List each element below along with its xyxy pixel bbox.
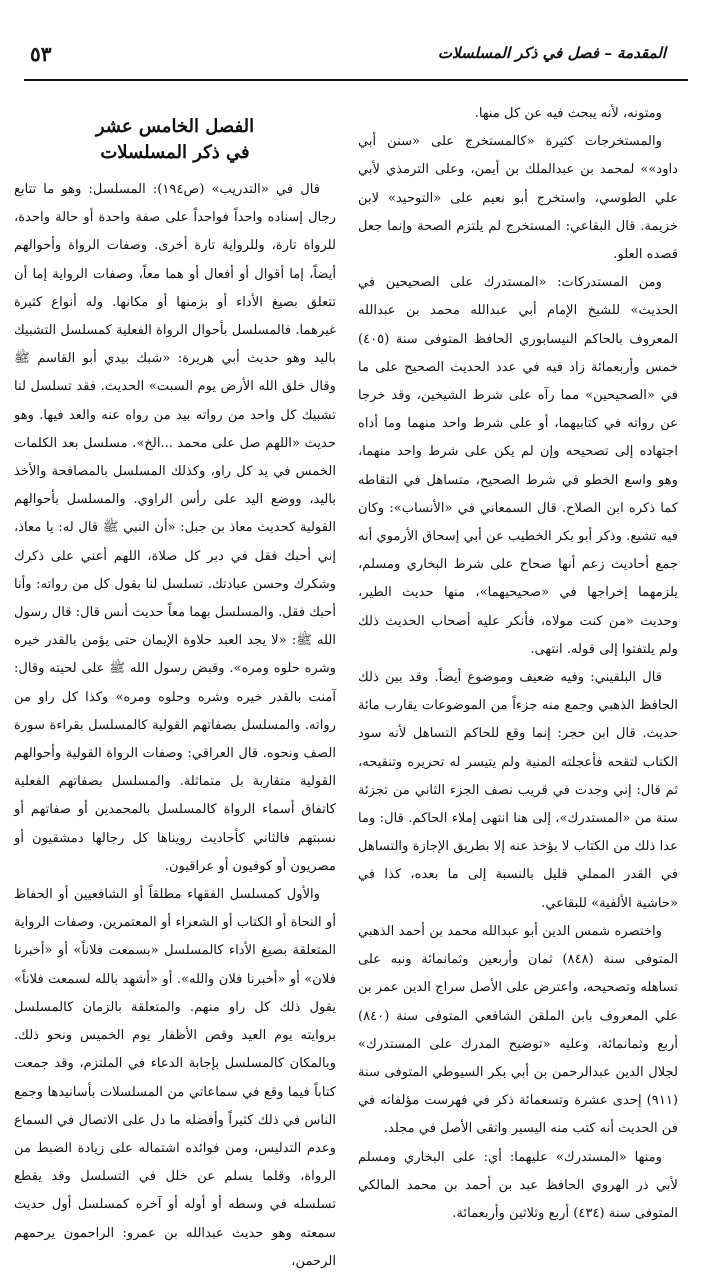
chapter-title-line2: في ذكر المسلسلات [100, 142, 250, 163]
chapter-title-line1: الفصل الخامس عشر [95, 116, 255, 137]
paragraph: ومن المستدركات: «المستدرك على الصحيحين في الحديث» للشيخ الإمام أبي عبدالله محمد بن عبدالله المعروف بالحاكم النيسابوري الحافظ المتوفى سنة (٤٠٥) خمس وأربعمائة زاد فيه في عدد الحديث الصحيح على ما في «الصحيحين» مما رآه على شرط الشيخين، وقد خرجا عن رواته في كتابيهما، أو على شرط واحد منهما وما أداه اجتهاده إلى تصحيحه وإن لم يكن على شرط واحد منهما، وهو واسع الخطو في شرط الصحيح، متساهل في التقاطه كما ذكره ابن الصلاح. قال السمعاني في «الأنساب»: وكان فيه تشيع. وذكر أبو بكر الخطيب عن أبي إسحاق الأرموي أنه جمع أحاديث زعم أنها صحاح على شرط البخاري ومسلم، يلزمهما إخراجها في «صحيحيهما»، منها حديث الطير، وحديث «من كنت مولاه، فأنكر عليه أصحاب الحديث ذلك ولم يلتفتوا إلى قوله. انتهى. [358, 275, 678, 657]
page-header [24, 38, 688, 72]
paragraph: ومنها «المستدرك» عليهما: أي: على البخاري ومسلم لأبي ذر الهروي الحافظ عبد بن أحمد بن محمد المالكي المتوفى سنة (٤٣٤) أربع وثلاثين وأربعمائة. [358, 1149, 678, 1221]
chapter-title [14, 114, 336, 166]
paragraph: والمستخرجات كثيرة «كالمستخرج على «سنن أبي داود»» لمحمد بن عبدالملك بن أيمن، وعلى الترمذي لأبي علي الطوسي، واستخرج أبو نعيم على «التوحيد» لابن خزيمة. قال البقاعي: المستخرج لم يلتزم الصحة وإنما جعل قصده العلو. [358, 134, 678, 263]
paragraph: قال في «التدريب» (ص١٩٤): المسلسل: وهو ما تتابع رجال إسناده واحداً فواحداً على صفة واحدة أو حالة واحدة، للرواة تارة، وللرواية تارة أخرى. وصفات الرواة وأحوالهم أيضاً، إما أقوال أو أفعال أو هما معاً، وصفات الرواية إما أن تتعلق بصيغ الأداء أو بزمنها أو مكانها. وله أنواع كثيرة غيرهما. فالمسلسل بأحوال الرواة الفعلية كمسلسل التشبيك باليد وهو حديث أبي هريرة: «شبك بيدي أبو القاسم ﷺ وقال خلق الله الأرض يوم السبت» الحديث. فقد تسلسل لنا تشبيك كل واحد من رواته بيد من رواه عنه والعد فيها. وهو حديث «اللهم صل على محمد ...الخ». مسلسل بعد الكلمات الخمس في يد كل راو، وكذلك المسلسل بالمصافحة والأخذ باليد، ووضع اليد على رأس الراوي. والمسلسل بأحوالهم القولية كحديث معاذ بن جبل: «أن النبي ﷺ قال له: يا معاذ، إني أحبك فقل في دبر كل صلاة، اللهم أعني على ذكرك وشكرك وحسن عبادتك. تسلسل لنا بقول كل من رواته: وأنا أحبك فقل. والمسلسل بهما معاً حديث أنس قال: قال رسول الله ﷺ: «لا يجد العبد حلاوة الإيمان حتى يؤمن بالقدر خيره وشره حلوه ومره». وقبض رسول الله ﷺ على لحيته وقال: آمنت بالقدر خيره وشره وحلوه ومره» وكذا كل راو من رواته. والمسلسل بصفاتهم القولية كالمسلسل بقراءة سورة الصف ونحوه. قال العراقي: وصفات الرواة القولية وأحوالهم القولية متقاربة بل متماثلة. والمسلسل بصفاتهم الفعلية كاتفاق أسماء الرواة كالمسلسل بالمحمدين أو صفاتهم أو نسبتهم فالثاني كأحاديث رويناها كل رجالها دمشقيون أو مصريون أو كوفيون أو عراقيون. [14, 182, 336, 874]
header-rule [24, 79, 688, 81]
paragraph: ومتونه، لأنه يبحث فيه عن كل منها. [474, 106, 662, 121]
paragraph: قال البلقيني: وفيه ضعيف وموضوع أيضاً. وقد بين ذلك الحافظ الذهبي وجمع منه جزءاً من الموضوعات يقارب مائة حديث. قال ابن حجر: إنما وقع للحاكم التساهل لأنه سود الكتاب لتقحه فأعجلته المنية ولم يتيسر له تحريره وتنقيحه، ثم قال: إني وجدت في قريب نصف الجزء الثاني من تجزئة ستة من «المستدرك»، إلى هنا انتهى إملاء الحاكم. قال: وما عدا ذلك من الكتاب لا يؤخذ عنه إلا بطريق الإجازة والتساهل في القدر المملي قليل بالنسبة إلى ما بعده، كذا في «حاشية الألفية» للبقاعي. [358, 670, 678, 911]
right-column [358, 100, 678, 1228]
paragraph: واختصره شمس الدين أبو عبدالله محمد بن أحمد الذهبي المتوفى سنة (٨٤٨) ثمان وأربعين وثمانمائة ونبه على تساهله وتصحيحه، واعترض على الأصل سراج الدين عمر بن علي المعروف بابن الملقن الشافعي المتوفى سنة (٨٤٠) أربع وثمانمائة، وعليه «توضيح المدرك على المستدرك» لجلال الدين عبدالرحمن بن أبي بكر السيوطي المتوفى سنة (٩١١) إحدى عشرة وتسعمائة ذكر في فهرست مؤلفاته في فن الحديث أنه كتب منه اليسير واتقى الأصل في مجلد. [358, 923, 678, 1137]
left-column [14, 100, 336, 1276]
running-title: المقدمة – فصل في ذكر المسلسلات [437, 44, 666, 62]
page-number: ٥٣ [30, 42, 52, 66]
paragraph: والأول كمسلسل الفقهاء مطلقاً أو الشافعيين أو الحفاظ أو النحاة أو الكتاب أو الشعراء أو المعتمرين. وصفات الرواية المتعلقة بصيغ الأداء كالمسلسل «بسمعت فلاناً» أو «أخبرنا فلان» أو «أخبرنا فلان والله». أو «أشهد بالله لسمعت فلاناً» يقول ذلك كل راو منهم. والمتعلقة بالزمان كالمسلسل بروايته يوم العيد وقص الأظفار يوم الخميس ونحو ذلك. وبالمكان كالمسلسل بإجابة الدعاء في الملتزم، وقد جمعت كتاباً فيما وقع في سماعاتي من المسلسلات بأسانيدها وجمع الناس في ذلك كثيراً وأفضله ما دل على الاتصال في السماع وعدم التدليس، ومن فوائده اشتماله على زيادة الضبط من الرواة، وقلما يسلم عن خلل في التسلسل وقد يقطع تسلسله في وسطه أو أوله أو آخره كمسلسل أول حديث سمعته وهو حديث عبدالله بن عمرو: الراحمون يرحمهم الرحمن، [14, 887, 336, 1269]
